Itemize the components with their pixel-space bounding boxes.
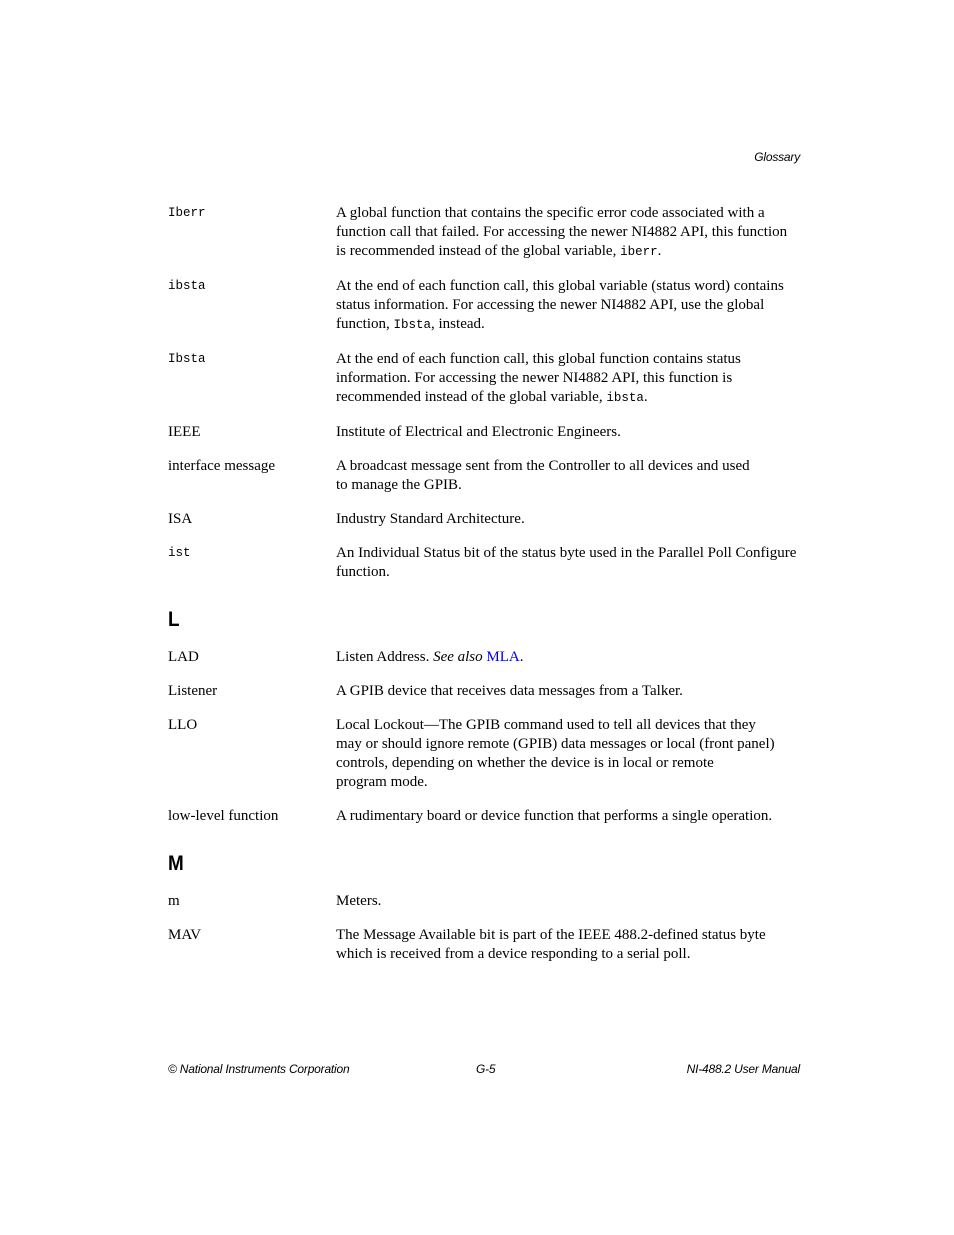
manual-title: NI-488.2 User Manual bbox=[686, 1062, 800, 1076]
glossary-definition bbox=[336, 716, 800, 792]
glossary-entry bbox=[168, 682, 800, 701]
glossary-term: Listener bbox=[168, 683, 218, 699]
definition-text: At the end of each function call, this global function contains status information. For accessing the newer NI4882 API, this function is recommended instead of the global variable, bbox=[336, 351, 741, 405]
definition-text: Listen Address. bbox=[336, 649, 434, 665]
glossary-term: IEEE bbox=[168, 424, 201, 440]
definition-line: controls, depending on whether the device is in local or remote bbox=[336, 755, 714, 771]
glossary-entry bbox=[168, 423, 800, 442]
definition-text: A global function that contains the specific error code associated with a function call that failed. For accessing the newer NI4882 API, this function is recommended instead of the global variable, bbox=[336, 205, 788, 259]
glossary-term: LAD bbox=[168, 649, 199, 665]
glossary-definition: Institute of Electrical and Electronic Engineers. bbox=[336, 424, 621, 440]
running-header: Glossary bbox=[754, 150, 800, 164]
glossary-term: ISA bbox=[168, 511, 193, 527]
glossary-definition bbox=[336, 457, 800, 495]
glossary-term: LLO bbox=[168, 717, 198, 733]
page-footer bbox=[168, 1062, 800, 1078]
definition-line: A broadcast message sent from the Controller to all devices and used bbox=[336, 458, 750, 474]
mla-link[interactable]: MLA bbox=[486, 649, 520, 665]
definition-line: program mode. bbox=[336, 774, 428, 790]
glossary-term: ist bbox=[168, 546, 191, 560]
glossary-definition: Industry Standard Architecture. bbox=[336, 511, 525, 527]
glossary-entry bbox=[168, 892, 800, 911]
glossary-entry bbox=[168, 350, 800, 408]
definition-text: , instead. bbox=[431, 316, 485, 332]
glossary-entry bbox=[168, 457, 800, 495]
page-number: G-5 bbox=[476, 1062, 496, 1076]
glossary-entry bbox=[168, 648, 800, 667]
definition-line: to manage the GPIB. bbox=[336, 477, 462, 493]
definition-text: At the end of each function call, this global variable (status word) contains status information. For accessing the newer NI4882 API, use the global function, bbox=[336, 278, 784, 332]
glossary-definition bbox=[336, 204, 800, 262]
glossary-term: low-level function bbox=[168, 808, 279, 824]
definition-line: may or should ignore remote (GPIB) data messages or local (front panel) bbox=[336, 736, 775, 752]
glossary-term: ibsta bbox=[168, 279, 206, 293]
glossary-entry bbox=[168, 510, 800, 529]
glossary-entries bbox=[168, 204, 800, 979]
see-also-text: See also bbox=[433, 649, 483, 665]
glossary-term: MAV bbox=[168, 927, 202, 943]
code-ref: iberr bbox=[620, 245, 658, 259]
glossary-entry bbox=[168, 807, 800, 826]
glossary-definition: An Individual Status bit of the status byte used in the Parallel Poll Configure function. bbox=[336, 545, 797, 580]
section-heading-m: M bbox=[168, 852, 184, 875]
glossary-term: m bbox=[168, 893, 180, 909]
glossary-definition: A GPIB device that receives data messages from a Talker. bbox=[336, 683, 683, 699]
code-ref: Ibsta bbox=[393, 318, 432, 332]
code-ref: ibsta bbox=[606, 391, 644, 405]
footer-copyright: © National Instruments Corporation bbox=[168, 1062, 350, 1076]
glossary-definition: A rudimentary board or device function that performs a single operation. bbox=[336, 808, 773, 824]
glossary-definition bbox=[336, 648, 800, 667]
glossary-entry bbox=[168, 277, 800, 335]
glossary-entry bbox=[168, 544, 800, 582]
glossary-definition bbox=[336, 350, 800, 408]
glossary-term: Ibsta bbox=[168, 352, 206, 366]
glossary-term: interface message bbox=[168, 458, 276, 474]
glossary-definition: Meters. bbox=[336, 893, 382, 909]
definition-text: . bbox=[519, 649, 524, 665]
section-heading-l: L bbox=[168, 608, 180, 631]
glossary-term: Iberr bbox=[168, 206, 206, 220]
definition-line: Local Lockout—The GPIB command used to tell all devices that they bbox=[336, 717, 756, 733]
glossary-entry bbox=[168, 926, 800, 964]
definition-text: . bbox=[657, 243, 662, 259]
glossary-definition: The Message Available bit is part of the IEEE 488.2-defined status byte which is received from a device responding to a serial poll. bbox=[336, 927, 766, 962]
glossary-entry bbox=[168, 204, 800, 262]
glossary-entry bbox=[168, 716, 800, 792]
definition-text: . bbox=[643, 389, 648, 405]
glossary-definition bbox=[336, 277, 800, 335]
